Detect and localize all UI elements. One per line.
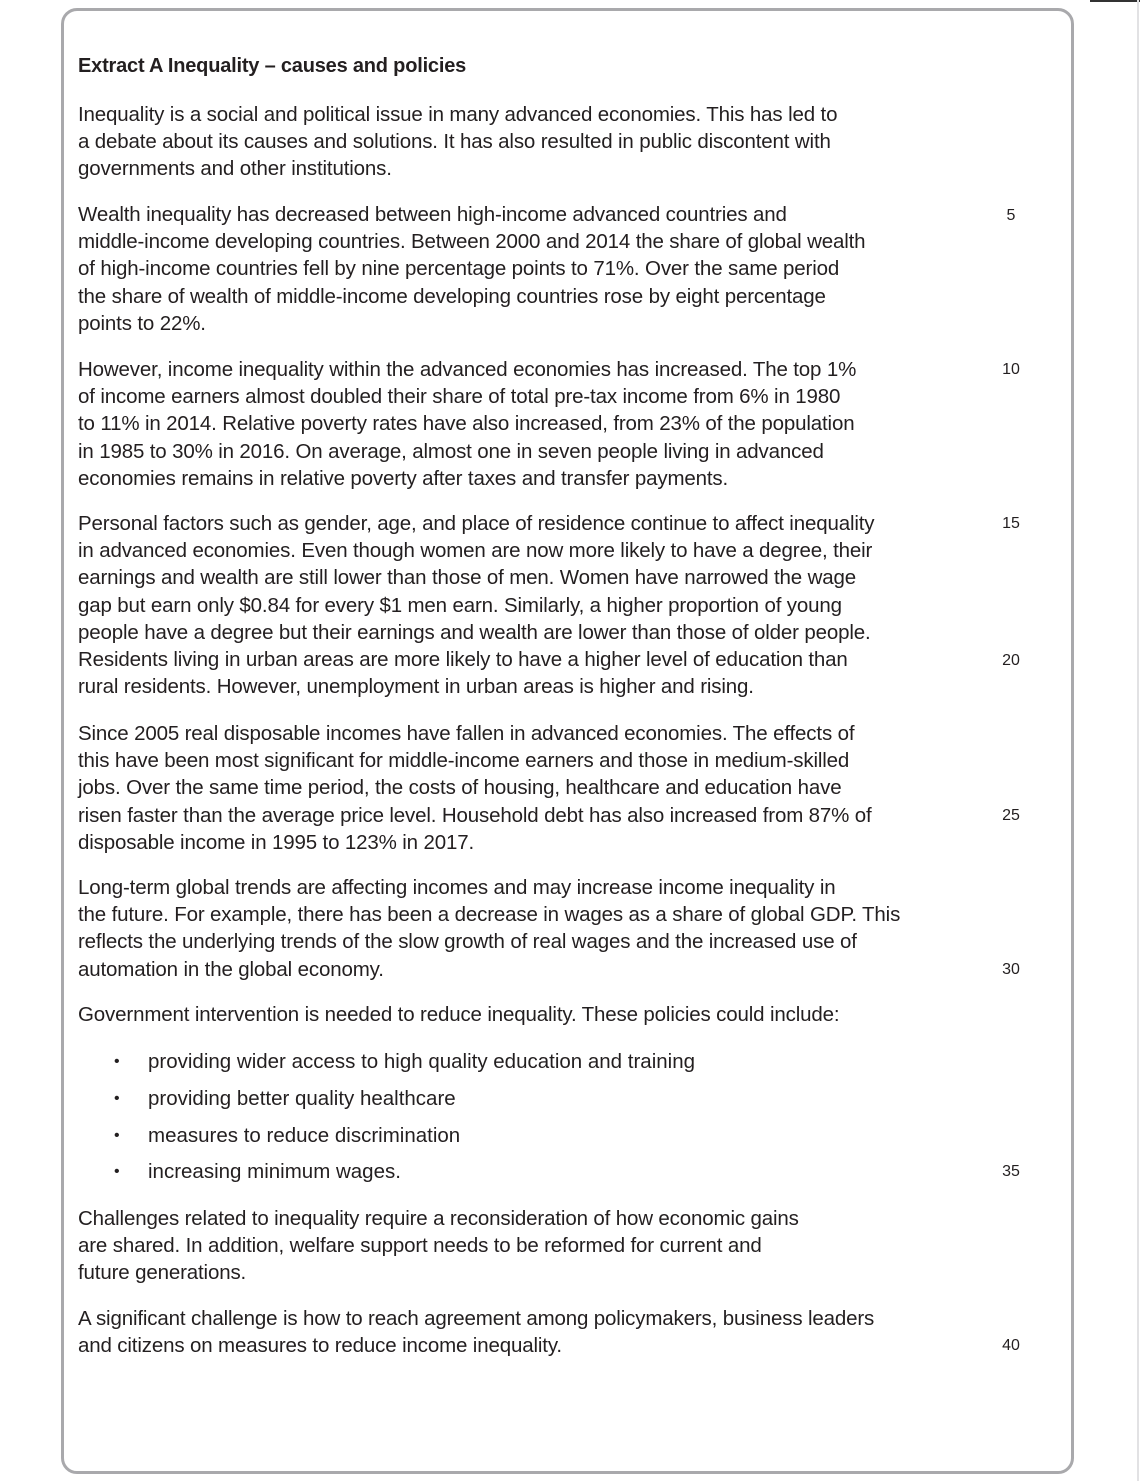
line-number: 30 — [1002, 961, 1020, 978]
text-line: Wealth inequality has decreased between high-income advanced countries and — [78, 203, 787, 226]
extract-title: Extract A Inequality – causes and policies — [78, 55, 467, 77]
text-line: the share of wealth of middle-income developing countries rose by eight percentage — [78, 284, 826, 308]
text-line: in 1985 to 30% in 2016. On average, almost one in seven people living in advanced — [78, 439, 824, 463]
paragraph-income-inequality — [78, 356, 856, 492]
text-line: economies remains in relative poverty after taxes and transfer payments. — [78, 466, 729, 490]
text-line: jobs. Over the same time period, the costs of housing, healthcare and education have — [78, 776, 842, 800]
bullet-text: increasing minimum wages. — [148, 1160, 401, 1183]
line-number: 35 — [1002, 1163, 1020, 1180]
text-line: earnings and wealth are still lower than those of men. Women have narrowed the wage — [78, 566, 857, 590]
text-line: governments and other institutions. — [78, 157, 392, 181]
paragraph-global-trends — [78, 874, 900, 983]
line-number: 25 — [1002, 807, 1020, 824]
text-line: Inequality is a social and political issue in many advanced economies. This has led to — [78, 103, 838, 126]
text-line: disposable income in 1995 to 123% in 2017. — [78, 830, 475, 854]
bullet-icon: • — [114, 1127, 120, 1144]
paragraph-wealth-inequality — [78, 201, 865, 337]
text-line: automation in the global economy. — [78, 957, 384, 981]
text-line: people have a degree but their earnings and wealth are lower than those of older people. — [78, 620, 871, 644]
line-number: 5 — [1006, 207, 1016, 224]
bullet-text: providing better quality healthcare — [148, 1087, 456, 1110]
line-number: 20 — [1002, 652, 1020, 669]
text-line: Since 2005 real disposable incomes have fallen in advanced economies. The effects of — [78, 722, 855, 745]
bullet-text: providing wider access to high quality education and training — [148, 1050, 696, 1073]
paragraph-agreement — [78, 1305, 874, 1359]
text-line: a debate about its causes and solutions. It has also resulted in public discontent with — [78, 130, 831, 154]
text-line: future generations. — [78, 1261, 247, 1285]
line-number: 10 — [1002, 361, 1020, 378]
text-line: to 11% in 2014. Relative poverty rates have also increased, from 23% of the population — [78, 412, 855, 436]
text-line: gap but earn only $0.84 for every $1 men earn. Similarly, a higher proportion of young — [78, 593, 842, 617]
bullet-icon: • — [114, 1090, 120, 1107]
text-line: Government intervention is needed to reduce inequality. These policies could include: — [78, 1003, 840, 1026]
bullet-text: measures to reduce discrimination — [148, 1124, 461, 1147]
text-line: this have been most significant for middle-income earners and those in medium-skilled — [78, 749, 850, 773]
paragraph-intro — [78, 101, 837, 183]
text-line: However, income inequality within the advanced economies has increased. The top 1% — [78, 358, 857, 381]
text-line: Challenges related to inequality require a reconsideration of how economic gains — [78, 1207, 799, 1230]
text-line: the future. For example, there has been a decrease in wages as a share of global GDP. This — [78, 903, 901, 927]
bullet-icon: • — [114, 1053, 120, 1070]
text-line: in advanced economies. Even though women are now more likely to have a degree, their — [78, 539, 873, 563]
paragraph-government-intervention — [78, 1001, 839, 1028]
paragraph-disposable-incomes — [78, 720, 872, 856]
text-line: A significant challenge is how to reach agreement among policymakers, business leaders — [78, 1307, 875, 1330]
text-line: Personal factors such as gender, age, and place of residence continue to affect inequality — [78, 512, 875, 535]
paragraph-challenges — [78, 1205, 799, 1287]
right-edge-rule — [1137, 0, 1139, 1481]
text-line: risen faster than the average price level. Household debt has also increased from 87% of — [78, 803, 872, 827]
line-number: 40 — [1002, 1337, 1020, 1354]
bullet-icon: • — [114, 1163, 120, 1180]
text-line: are shared. In addition, welfare support needs to be reformed for current and — [78, 1234, 762, 1258]
text-line: and citizens on measures to reduce income inequality. — [78, 1334, 562, 1358]
text-line: of high-income countries fell by nine percentage points to 71%. Over the same period — [78, 257, 840, 281]
top-edge-rule — [1090, 0, 1140, 2]
paragraph-personal-factors — [78, 510, 874, 700]
text-line: reflects the underlying trends of the slow growth of real wages and the increased use of — [78, 930, 857, 954]
text-line: of income earners almost doubled their share of total pre-tax income from 6% in 1980 — [78, 385, 841, 409]
line-number: 15 — [1002, 515, 1020, 532]
text-line: middle-income developing countries. Between 2000 and 2014 the share of global wealth — [78, 230, 866, 254]
text-line: rural residents. However, unemployment in urban areas is higher and rising. — [78, 675, 754, 699]
text-line: Long-term global trends are affecting incomes and may increase income inequality in — [78, 876, 836, 899]
text-line: points to 22%. — [78, 311, 206, 335]
text-line: Residents living in urban areas are more likely to have a higher level of education than — [78, 648, 848, 672]
